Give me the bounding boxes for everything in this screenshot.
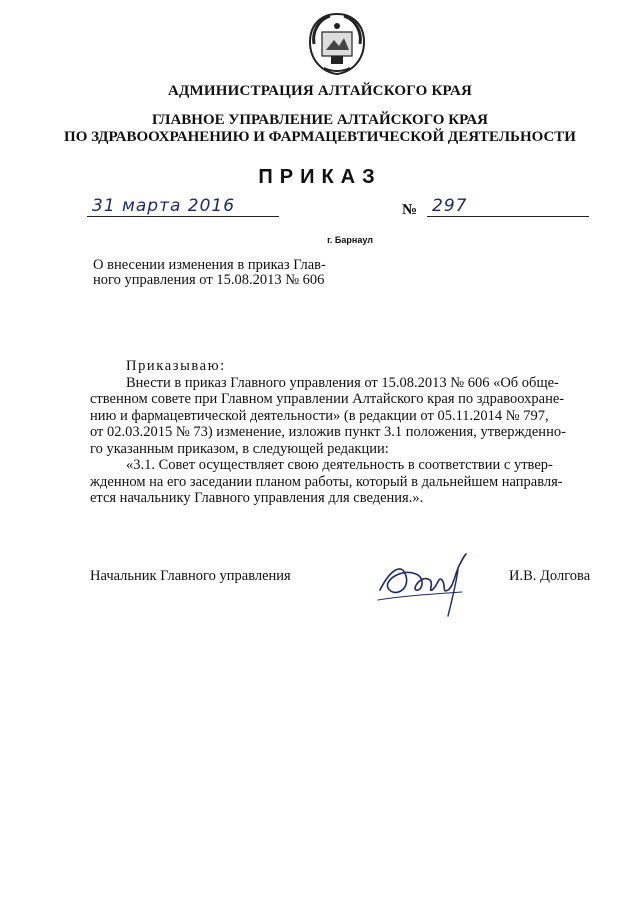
handwritten-signature-icon xyxy=(372,540,492,620)
body-line: го указанным приказом, в следующей редакции: xyxy=(90,440,389,457)
body-line: ется начальнику Главного управления для сведения.». xyxy=(90,490,424,506)
number-underline xyxy=(427,216,589,217)
body-line: «3.1. Совет осуществляет свою деятельность в соответствии с утвер- xyxy=(126,457,553,473)
handwritten-date: 31 марта 2016 xyxy=(92,196,236,216)
subject-line: ного управления от 15.08.2013 № 606 xyxy=(93,272,325,288)
body-line: жденном на его заседании планом работы, который в дальнейшем направля- xyxy=(90,473,563,490)
department-title-line1: ГЛАВНОЕ УПРАВЛЕНИЕ АЛТАЙСКОГО КРАЯ xyxy=(152,112,488,128)
city-label: г. Барнаул xyxy=(327,235,373,245)
altai-coat-of-arms-icon xyxy=(302,10,372,78)
administration-title: АДМИНИСТРАЦИЯ АЛТАЙСКОГО КРАЯ xyxy=(167,83,473,99)
body-line: нию и фармацевтической деятельности» (в редакции от 05.11.2014 № 797, xyxy=(90,407,549,424)
date-underline xyxy=(87,216,279,217)
order-body xyxy=(90,358,602,507)
order-word: Приказываю: xyxy=(126,358,226,374)
body-line: ственном совете при Главном управлении Алтайского края по здравоохране- xyxy=(90,391,565,407)
body-line: от 02.03.2015 № 73) изменение, изложив пункт 3.1 положения, утвержденно- xyxy=(90,424,566,440)
signer-position: Начальник Главного управления xyxy=(90,568,291,584)
document-type-title: ПРИКАЗ xyxy=(258,166,382,188)
department-title-line2: ПО ЗДРАВООХРАНЕНИЮ И ФАРМАЦЕВТИЧЕСКОЙ ДЕЯТЕЛЬНОСТИ xyxy=(64,129,576,145)
handwritten-number: 297 xyxy=(432,196,468,216)
number-label: № xyxy=(402,202,418,218)
document-subject xyxy=(93,258,326,288)
signer-name: И.В. Долгова xyxy=(509,568,591,584)
subject-line: О внесении изменения в приказ Глав- xyxy=(93,257,326,273)
body-line: Внести в приказ Главного управления от 15.08.2013 № 606 «Об обще- xyxy=(126,374,559,391)
